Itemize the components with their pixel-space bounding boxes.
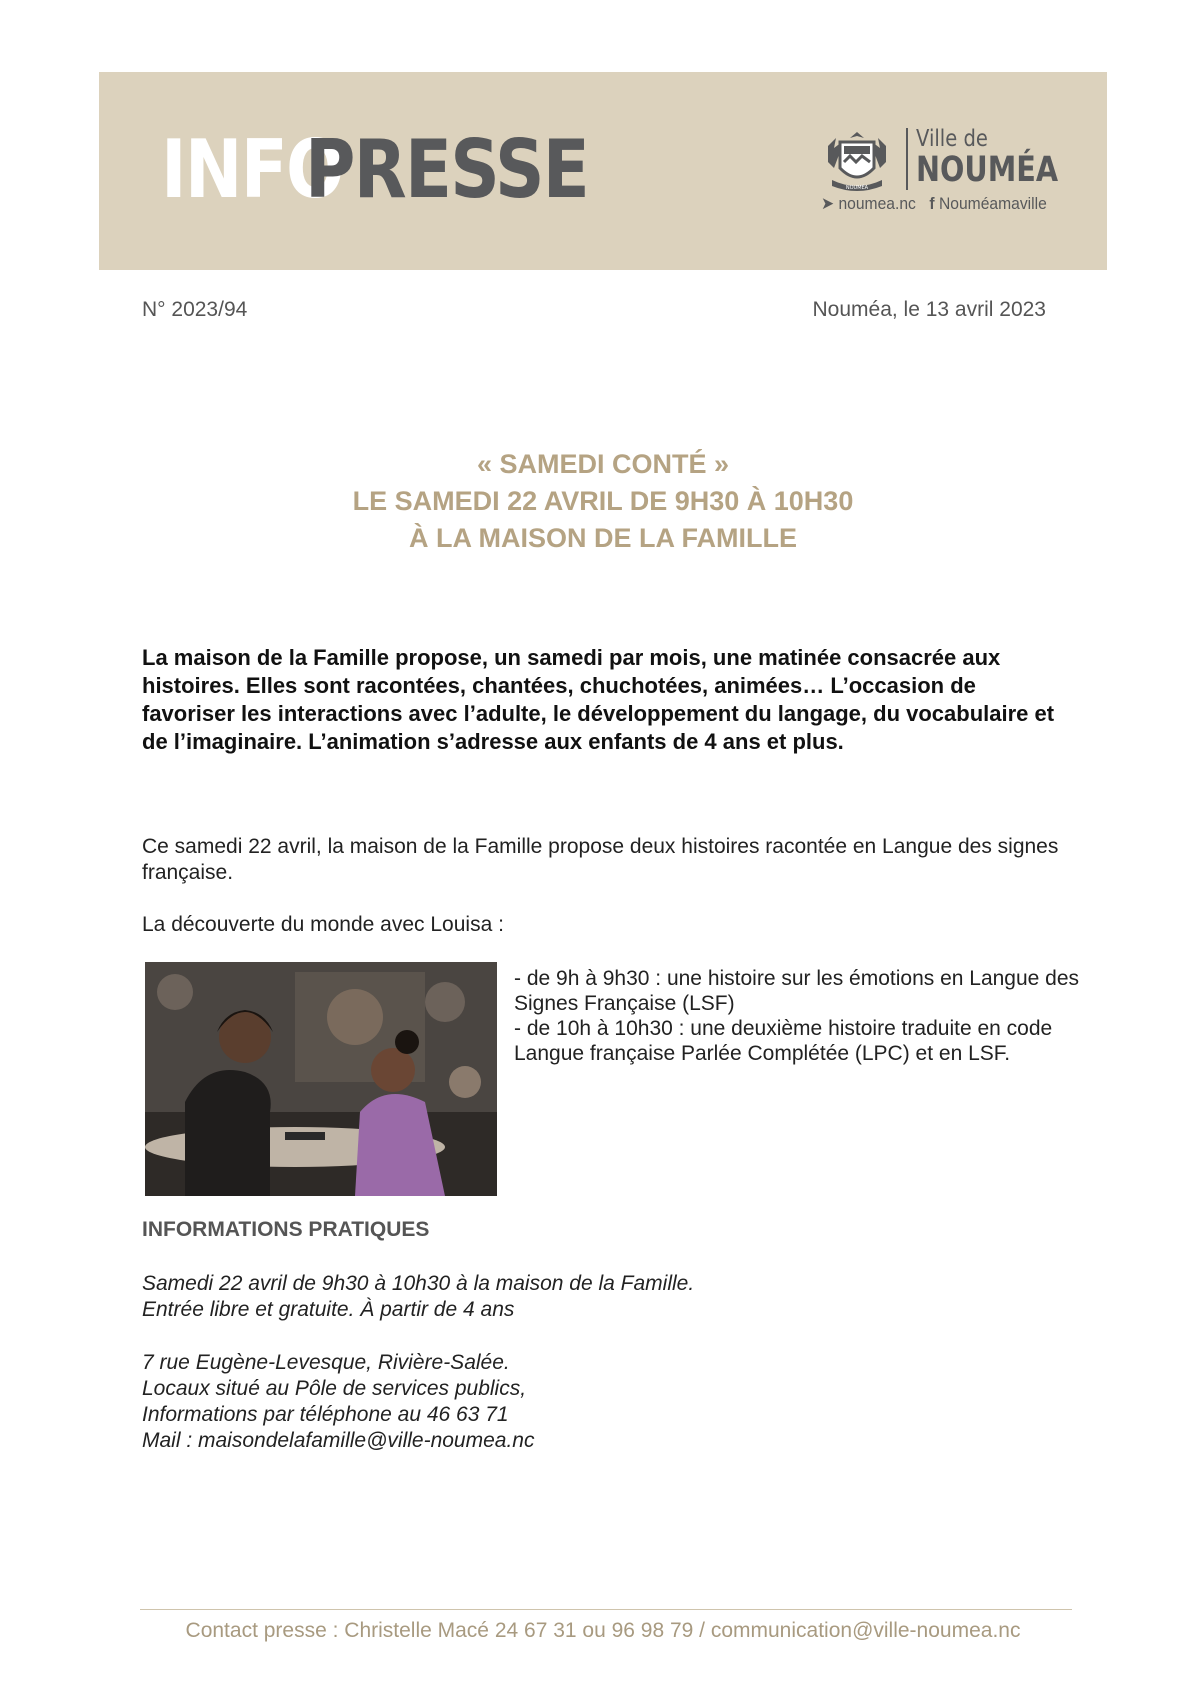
logo-presse-text: PRESSE	[305, 123, 589, 216]
schedule-item: - de 9h à 9h30 : une histoire sur les émotions en Langue des Signes Française (LSF)	[514, 967, 1080, 1015]
crest-label: NOUMÉA	[845, 185, 869, 191]
infos-block-2	[142, 1350, 534, 1454]
website-link[interactable]: noumea.nc	[838, 194, 916, 213]
city-crest-icon	[820, 128, 894, 198]
storytelling-photo	[145, 962, 497, 1196]
facebook-icon: f	[929, 194, 935, 213]
infos-date-line: Samedi 22 avril de 9h30 à 10h30 à la maison de la Famille.	[142, 1272, 695, 1295]
social-links	[821, 194, 1047, 214]
logo-divider	[906, 128, 908, 190]
body-paragraph-2: La découverte du monde avec Louisa :	[142, 913, 504, 936]
infos-mail[interactable]: Mail : maisondelafamille@ville-noumea.nc	[142, 1429, 535, 1452]
footer-divider	[140, 1609, 1072, 1610]
facebook-link[interactable]: Nouméamaville	[938, 194, 1047, 213]
infos-entry-line: Entrée libre et gratuite. À partir de 4 ans	[142, 1298, 515, 1321]
schedule-list	[514, 966, 1084, 1066]
schedule-item: - de 10h à 10h30 : une deuxième histoire traduite en code Langue française Parlée Complétée (LPC) et en LSF.	[514, 1017, 1053, 1065]
press-release-date: Nouméa, le 13 avril 2023	[812, 298, 1046, 321]
infos-heading: INFORMATIONS PRATIQUES	[142, 1218, 430, 1241]
paper-plane-icon: ➤	[821, 194, 835, 213]
press-contact: Contact presse : Christelle Macé 24 67 31 ou 96 98 79 / communication@ville-noumea.nc	[185, 1619, 1021, 1642]
infos-locaux: Locaux situé au Pôle de services publics,	[142, 1377, 527, 1400]
title-line-1: « SAMEDI CONTÉ »	[476, 449, 730, 479]
press-release-number: N° 2023/94	[142, 298, 248, 321]
lead-paragraph: La maison de la Famille propose, un samedi par mois, une matinée consacrée aux histoires. Elles sont racontées, chantées, chuchotées, animées… L’occasion de favoriser les interactions avec l’adulte, le développement du langage, du vocabulaire et de l’imaginaire. L’animation s’adresse aux enfants de 4 ans et plus.	[142, 645, 1055, 754]
title-line-2: LE SAMEDI 22 AVRIL DE 9H30 À 10H30	[352, 486, 854, 516]
ville-de-label: Ville de	[916, 126, 988, 152]
infos-block-1	[142, 1271, 694, 1323]
infos-phone: Informations par téléphone au 46 63 71	[142, 1403, 509, 1426]
noumea-label: NOUMÉA	[916, 150, 1059, 190]
title-line-3: À LA MAISON DE LA FAMILLE	[409, 523, 797, 553]
header-banner	[99, 72, 1107, 270]
body-paragraph-1: Ce samedi 22 avril, la maison de la Famille propose deux histoires racontée en Langue des signes française.	[142, 835, 1059, 884]
infos-address: 7 rue Eugène-Levesque, Rivière-Salée.	[142, 1351, 510, 1374]
logo-info-text: INFO	[161, 123, 343, 216]
